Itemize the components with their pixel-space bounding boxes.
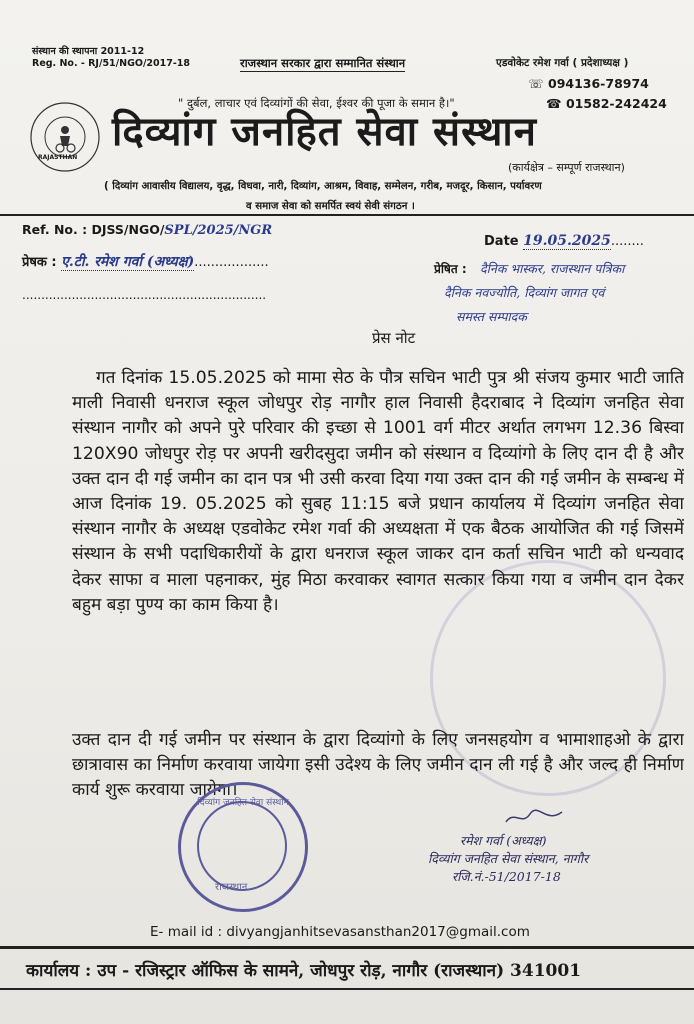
org-description-1: ( दिव्यांग आवासीय विद्यालय, वृद्ध, विधवा, नारी, दिव्यांग, आश्रम, विवाह, सम्मेलन, गरीब, मजदूर, किसान, पर्यावरण <box>104 181 542 192</box>
date-label: Date <box>484 234 519 249</box>
recipient-line-2: दैनिक नवज्योति, दिव्यांग जागत एवं <box>444 285 605 300</box>
phone-mobile <box>528 76 649 91</box>
recipient-label: प्रेषित : <box>434 262 467 276</box>
paragraph-1-text: गत दिनांक 15.05.2025 को मामा सेठ के पौत्र सचिन भाटी पुत्र श्री संजय कुमार भाटी जाति माली निवासी धनराज स्कूल जोधपुर रोड़ नागौर हाल निवासी हैदराबाद ने दिव्यांग जनहित सेवा संस्थान नागौर को अपने पुरे परिवार की इच्छा से 1001 वर्ग मीटर अर्थात लगभग 12.36 बिस्वा 120X90 जोधपुर रोड़ पर अपनी खरीदसुदा जमीन को संस्थान व दिव्यांगो के लिए दान दी है और उक्त दान दी गई जमीन का दान पत्र भी उसी करवा दिया गया उक्त दान की गई जमीन के सम्बन्ध में आज दिनांक 19. 05.2025 को सुबह 11:15 बजे प्रधान कार्यालय में दिव्यांग जनहित सेवा संस्थान नागौर के अध्यक्ष एडवोकेट रमेश गर्वा की अध्यक्षता में एक बैठक आयोजित की गई जिसमें संस्थान के सभी पदाधिकारीयों के द्वारा धनराज स्कूल जाकर दान कर्ता सचिन भाटी को धन्यवाद देकर साफा व माला पहनाकर, मुंह मिठा करवाकर स्वागत सत्कार किया गया व जमीन दान देकर बहुम बड़ा पुण्य का काम किया है। <box>72 368 684 615</box>
paragraph-2-text: उक्त दान दी गई जमीन पर संस्थान के द्वारा दिव्यांगो के लिए जनसहयोग व भामाशाहओ के द्वारा छात्रावास का निर्माण करवाया जायेगा इसी उदेश्य के लिए जमीन दान ली गई है और जल्द ही निर्माण कार्य शुरू करवाया जायेगा। <box>72 730 684 801</box>
logo-graphic <box>24 96 106 178</box>
phone-mobile-number: 094136-78974 <box>548 76 649 91</box>
press-note-paragraph-1 <box>72 366 684 712</box>
advocate-name: एडवोकेट रमेश गर्वा ( प्रदेशाध्यक्ष ) <box>496 57 629 69</box>
signature-reg: रजि.नं.-51/2017-18 <box>452 869 561 884</box>
seal-bottom-text: राजस्थान <box>215 882 248 893</box>
signature-mark <box>504 808 564 828</box>
sender-handwritten: ए.टी. रमेश गर्वा (अध्यक्ष) <box>61 254 195 270</box>
recipient-line-1: दैनिक भास्कर, राजस्थान पत्रिका <box>480 261 625 276</box>
seal-inner-ring <box>197 801 287 891</box>
date-field: Date 19.05.2025........ <box>484 233 644 249</box>
email-line: E- mail id : divyangjanhitsevasansthan2017@gmail.com <box>150 924 530 940</box>
org-description-2: व समाज सेवा को समर्पित स्वयं सेवी संगठन । <box>246 201 415 212</box>
motto: " दुर्बल, लाचार एवं दिव्यांगों की सेवा, ईश्वर की पूजा के समान है।" <box>178 96 455 110</box>
header-divider <box>0 214 694 216</box>
phone-landline <box>546 96 667 111</box>
sender-field: प्रेषक : ए.टी. रमेश गर्वा (अध्यक्ष).................. <box>22 254 269 270</box>
footer-divider <box>0 946 694 949</box>
signature-scribble <box>504 808 564 832</box>
ref-label: Ref. No. : DJSS/NGO/ <box>22 222 165 237</box>
ref-number <box>22 222 272 238</box>
org-title: दिव्यांग जनहित सेवा संस्थान <box>112 108 537 155</box>
sender-label: प्रेषक : <box>22 255 57 270</box>
office-address: कार्यालय : उप - रजिस्ट्रार ऑफिस के सामने, जोधपुर रोड़, नागौर (राजस्थान) 341001 <box>26 961 582 981</box>
press-note-heading: प्रेस नोट <box>372 329 416 347</box>
org-logo <box>24 96 106 178</box>
reg-number: Reg. No. - RJ/51/NGO/2017-18 <box>32 58 191 69</box>
signature-name: रमेश गर्वा (अध्यक्ष) <box>460 833 547 848</box>
signature-org: दिव्यांग जनहित सेवा संस्थान, नागौर <box>428 851 589 866</box>
established-text: संस्थान की स्थापना 2011-12 <box>32 46 145 57</box>
honored-text: राजस्थान सरकार द्वारा सम्मानित संस्थान <box>240 56 406 70</box>
recipient-line-3: समस्त सम्पादक <box>456 309 527 324</box>
telephone-icon: ☎ <box>546 96 562 111</box>
seal-top-text: दिव्यांग जनहित सेवा संस्थान <box>197 798 289 808</box>
phone-landline-number: 01582-242424 <box>565 96 667 111</box>
footer-bottom-rule <box>0 988 694 990</box>
ref-handwritten: SPL/2025/NGR <box>164 223 273 238</box>
press-note-paragraph-2 <box>72 728 684 828</box>
logo-label: RAJASTHAN <box>38 154 78 161</box>
work-area: (कार्यक्षेत्र – सम्पूर्ण राजस्थान) <box>508 161 625 174</box>
phone-icon: ☏ <box>528 76 544 91</box>
date-handwritten: 19.05.2025 <box>523 233 611 249</box>
dotted-line: ................................................................ <box>22 288 267 302</box>
official-seal <box>178 782 308 912</box>
